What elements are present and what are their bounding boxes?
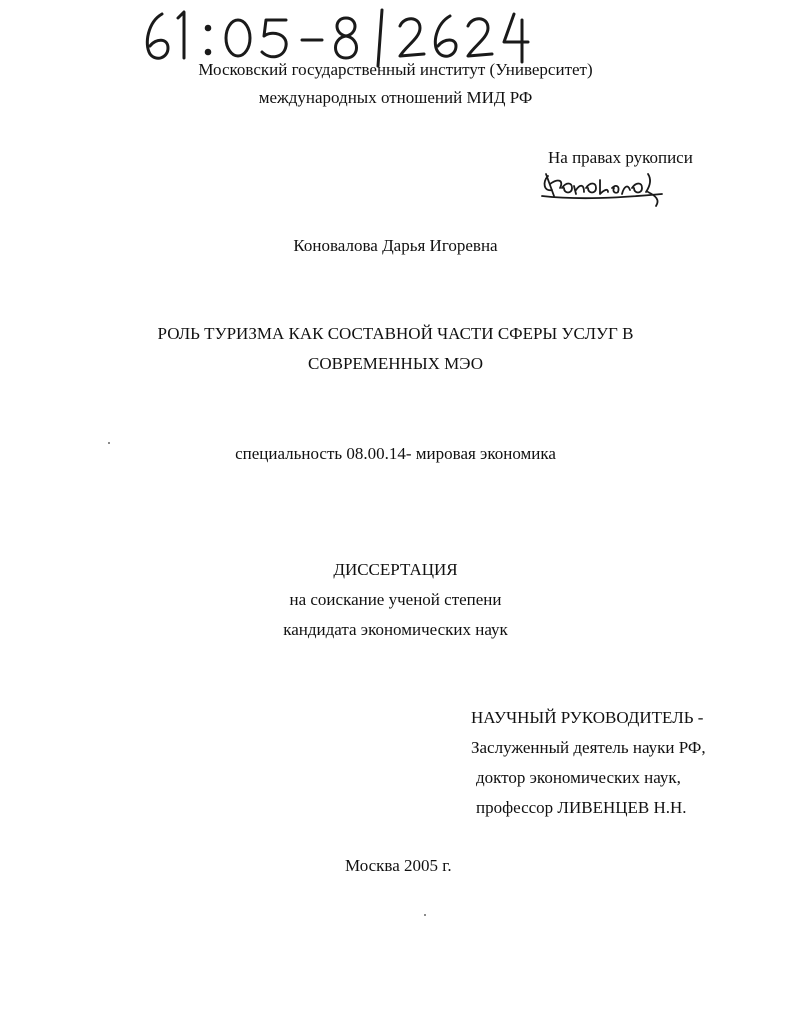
supervisor-line-2: доктор экономических наук, (476, 768, 681, 787)
institution-name-line-1: Московский государственный институт (Университет) (198, 60, 593, 79)
handwritten-archive-code (138, 6, 538, 68)
supervisor-line-1: Заслуженный деятель науки РФ, (471, 738, 706, 757)
dissertation-heading: ДИССЕРТАЦИЯ (333, 560, 458, 579)
degree-line-1: на соискание ученой степени (289, 590, 502, 609)
scan-speck (424, 914, 426, 916)
supervisor-heading: НАУЧНЫЙ РУКОВОДИТЕЛЬ - (471, 708, 704, 727)
author-name: Коновалова Дарья Игоревна (293, 236, 498, 255)
scan-speck (108, 442, 110, 444)
title-line-2: СОВРЕМЕННЫХ МЭО (307, 354, 484, 373)
specialty: специальность 08.00.14- мировая экономика (235, 444, 556, 463)
manuscript-note: На правах рукописи (548, 148, 693, 167)
degree-line-2: кандидата экономических наук (283, 620, 508, 639)
supervisor-line-3: профессор ЛИВЕНЦЕВ Н.Н. (476, 798, 687, 817)
author-signature (538, 166, 668, 210)
place-and-year: Москва 2005 г. (345, 856, 452, 875)
title-line-1: РОЛЬ ТУРИЗМА КАК СОСТАВНОЙ ЧАСТИ СФЕРЫ УСЛУГ В (157, 324, 634, 343)
institution-name-line-2: международных отношений МИД РФ (258, 88, 533, 107)
